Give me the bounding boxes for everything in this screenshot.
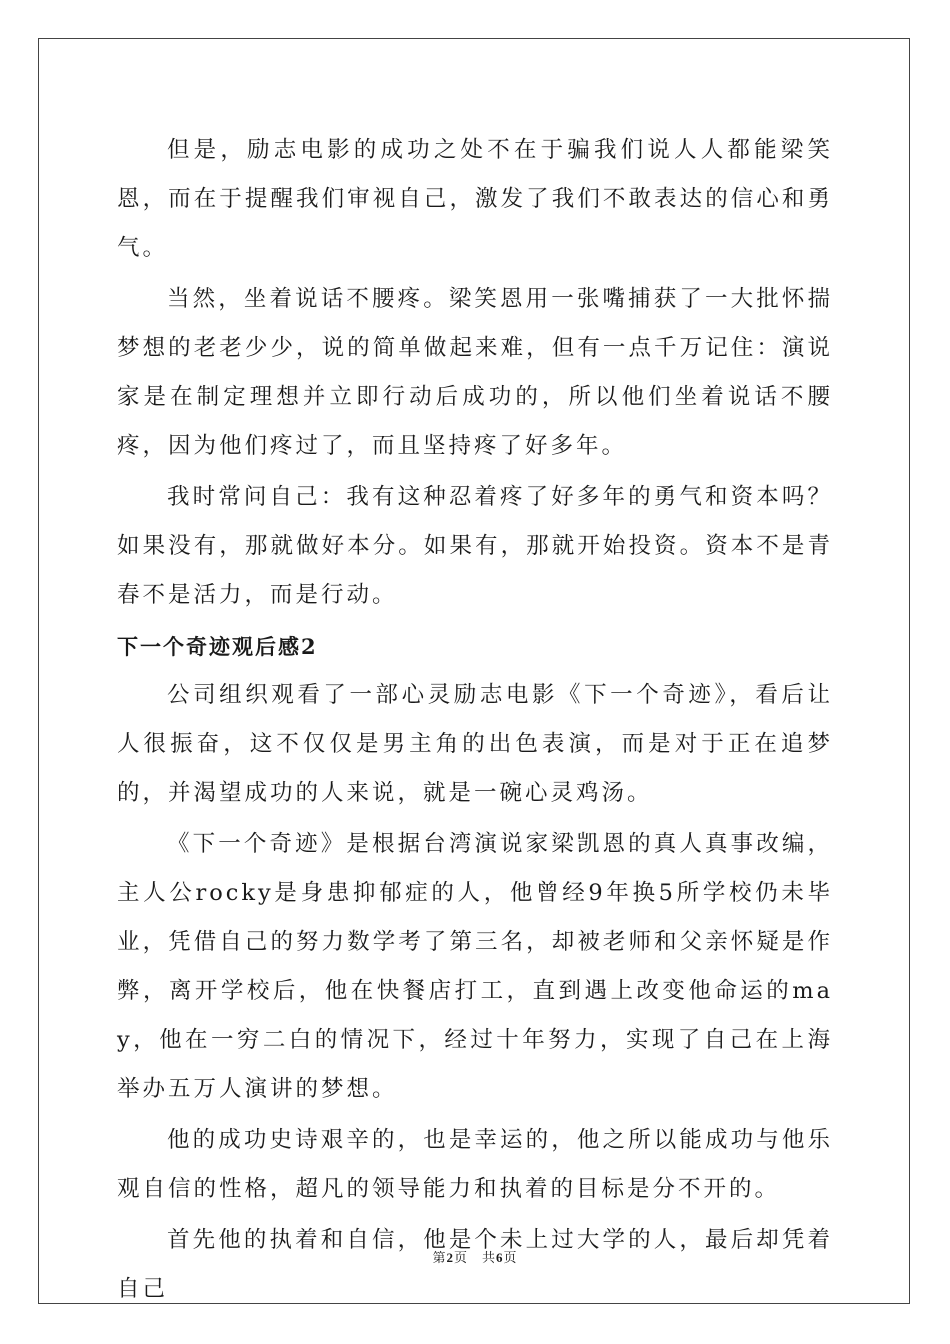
paragraph: 首先他的执着和自信，他是个未上过大学的人，最后却凭着自己: [117, 1227, 833, 1302]
current-page-number: 2: [446, 1250, 454, 1265]
section-title: 下一个奇迹观后感2: [117, 634, 318, 659]
paragraph: 《下一个奇迹》是根据台湾演说家梁凯恩的真人真事改编，主人公rocky是身患抑郁症的人，他曾经9年换5所学校仍未毕业，凭借自己的努力数学考了第三名，却被老师和父亲怀疑是作弊，离开学校后，他在快餐店打工，直到遇上改变他命运的may，他在一穷二白的情况下，经过十年努力，实现了自己在上海举办五万人演讲的梦想。: [117, 831, 833, 1102]
footer-prefix: 第: [432, 1251, 447, 1266]
paragraph: 我时常问自己：我有这种忍着疼了好多年的勇气和资本吗？如果没有，那就做好本分。如果有，那就开始投资。资本不是青春不是活力，而是行动。: [117, 484, 833, 608]
total-pages-number: 6: [496, 1250, 504, 1265]
paragraph: 公司组织观看了一部心灵励志电影《下一个奇迹》，看后让人很振奋，这不仅仅是男主角的出色表演，而是对于正在追梦的，并渴望成功的人来说，就是一碗心灵鸡汤。: [117, 682, 833, 806]
page-footer: [0, 1247, 950, 1266]
footer-suffix: 页: [503, 1251, 518, 1266]
paragraph: 但是，励志电影的成功之处不在于骗我们说人人都能梁笑恩，而在于提醒我们审视自己，激发了我们不敢表达的信心和勇气。: [117, 137, 833, 261]
paragraph: 当然，坐着说话不腰疼。梁笑恩用一张嘴捕获了一大批怀揣梦想的老老少少，说的简单做起来难，但有一点千万记住：演说家是在制定理想并立即行动后成功的，所以他们坐着说话不腰疼，因为他们疼过了，而且坚持疼了好多年。: [117, 286, 833, 459]
document-body: [117, 126, 833, 1316]
paragraph: 他的成功史诗艰辛的，也是幸运的，他之所以能成功与他乐观自信的性格，超凡的领导能力和执着的目标是分不开的。: [117, 1127, 833, 1202]
footer-middle: 页 共: [453, 1251, 496, 1266]
